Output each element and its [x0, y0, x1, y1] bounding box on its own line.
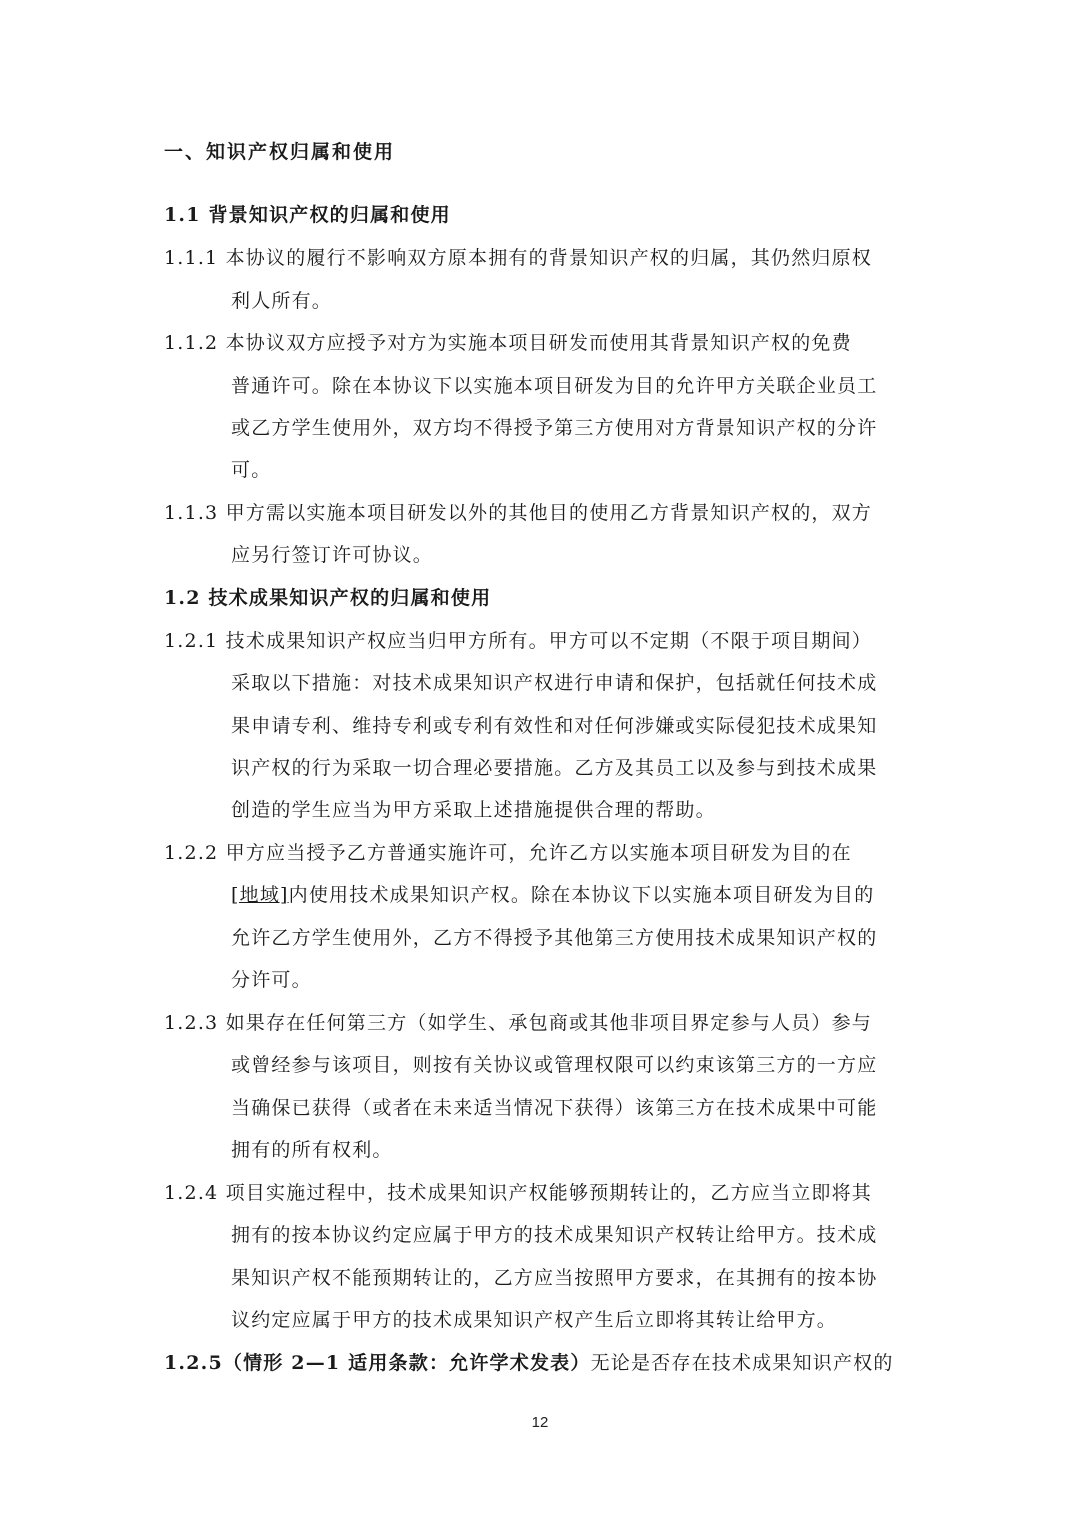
- clause-1-1-1-line-2: 利人所有。: [231, 290, 333, 312]
- clause-1-2-1-line-1: [164, 626, 872, 656]
- clause-1-2-4-line-4: 议约定应属于甲方的技术成果知识产权产生后立即将其转让给甲方。: [231, 1309, 838, 1331]
- clause-text: 内使用技术成果知识产权。除在本协议下以实施本项目研发为目的: [288, 884, 875, 906]
- clause-number: 1.1.2: [164, 332, 219, 354]
- placeholder-region: [地域]: [231, 884, 289, 906]
- clause-1-2-3-line-3: 当确保已获得（或者在未来适当情况下获得）该第三方在技术成果中可能: [231, 1097, 878, 1119]
- clause-text: 无论是否存在技术成果知识产权的: [590, 1352, 894, 1374]
- clause-1-2-2-line-1: [164, 838, 852, 868]
- clause-text: 如果存在任何第三方（如学生、承包商或其他非项目界定参与人员）参与: [225, 1012, 873, 1034]
- clause-1-2-3-line-4: 拥有的所有权利。: [231, 1139, 393, 1161]
- clause-1-2-1-line-4: 识产权的行为采取一切合理必要措施。乙方及其员工以及参与到技术成果: [231, 757, 878, 779]
- clause-number: 1.2.3: [164, 1012, 219, 1034]
- clause-number: 1.2.5: [164, 1352, 223, 1374]
- clause-condition: （情形 2—1 适用条款：允许学术发表）: [222, 1352, 591, 1374]
- clause-text: 项目实施过程中，技术成果知识产权能够预期转让的，乙方应当立即将其: [225, 1182, 873, 1204]
- clause-text: 甲方需以实施本项目研发以外的其他目的使用乙方背景知识产权的，双方: [225, 502, 873, 524]
- clause-1-2-5-line-1: [164, 1348, 894, 1378]
- subsection-title-1-2: 1.2 技术成果知识产权的归属和使用: [164, 587, 492, 609]
- clause-number: 1.2.1: [164, 630, 219, 652]
- clause-number: 1.1.3: [164, 502, 219, 524]
- clause-1-2-1-line-3: 果申请专利、维持专利或专利有效性和对任何涉嫌或实际侵犯技术成果知: [231, 715, 878, 737]
- clause-number: 1.1.1: [164, 247, 219, 269]
- clause-1-1-3-line-1: [164, 498, 872, 528]
- clause-text: 甲方应当授予乙方普通实施许可，允许乙方以实施本项目研发为目的在: [225, 842, 852, 864]
- clause-1-2-2-line-2: [231, 880, 874, 910]
- clause-1-2-4-line-3: 果知识产权不能预期转让的，乙方应当按照甲方要求，在其拥有的按本协: [231, 1267, 878, 1289]
- clause-1-2-2-line-4: 分许可。: [231, 969, 312, 991]
- section-title: 一、知识产权归属和使用: [164, 141, 396, 163]
- page-number: 12: [531, 1414, 549, 1431]
- clause-1-1-2-line-3: 或乙方学生使用外，双方均不得授予第三方使用对方背景知识产权的分许: [231, 417, 878, 439]
- clause-1-1-1-line-1: [164, 243, 872, 273]
- clause-text: 本协议双方应授予对方为实施本项目研发而使用其背景知识产权的免费: [225, 332, 852, 354]
- clause-1-1-2-line-4: 可。: [231, 459, 272, 481]
- clause-text: 技术成果知识产权应当归甲方所有。甲方可以不定期（不限于项目期间）: [225, 630, 873, 652]
- clause-1-1-2-line-2: 普通许可。除在本协议下以实施本项目研发为目的允许甲方关联企业员工: [231, 375, 878, 397]
- clause-1-2-3-line-2: 或曾经参与该项目，则按有关协议或管理权限可以约束该第三方的一方应: [231, 1054, 878, 1076]
- clause-1-2-3-line-1: [164, 1008, 872, 1038]
- clause-1-1-2-line-1: [164, 328, 852, 358]
- clause-number: 1.2.2: [164, 842, 219, 864]
- clause-1-2-1-line-2: 采取以下措施：对技术成果知识产权进行申请和保护，包括就任何技术成: [231, 672, 878, 694]
- subsection-title-1-1: 1.1 背景知识产权的归属和使用: [164, 204, 451, 226]
- clause-1-2-4-line-2: 拥有的按本协议约定应属于甲方的技术成果知识产权转让给甲方。技术成: [231, 1224, 878, 1246]
- clause-1-2-2-line-3: 允许乙方学生使用外，乙方不得授予其他第三方使用技术成果知识产权的: [231, 927, 878, 949]
- clause-text: 本协议的履行不影响双方原本拥有的背景知识产权的归属，其仍然归原权: [225, 247, 873, 269]
- clause-number: 1.2.4: [164, 1182, 219, 1204]
- clause-1-2-1-line-5: 创造的学生应当为甲方采取上述措施提供合理的帮助。: [231, 799, 716, 821]
- clause-1-1-3-line-2: 应另行签订许可协议。: [231, 544, 434, 566]
- clause-1-2-4-line-1: [164, 1178, 872, 1208]
